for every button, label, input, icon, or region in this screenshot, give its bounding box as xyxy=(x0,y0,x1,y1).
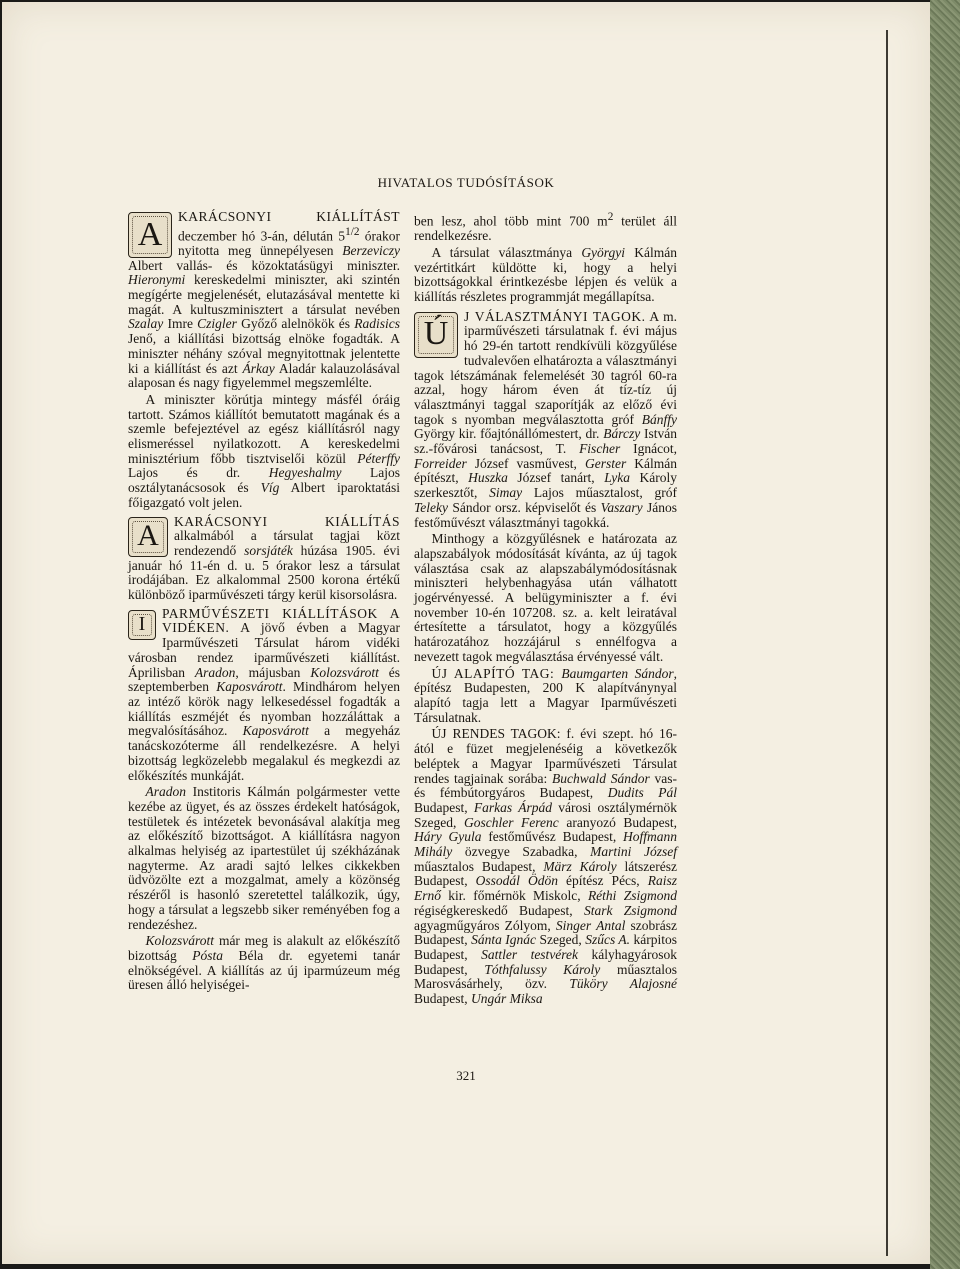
paragraph: A miniszter körútja mintegy másfél óráig tartott. Számos kiállítót bemutatott magának és a szemle befejeztével az egész kiállításról nagy elismeréssel nyilatkozott. A kereskedelmi minisztérium főbb tisztviselői közül Péterffy Lajos és dr. Hegyeshalmy Lajos osztálytanácsosok és Víg Albert iparoktatási főigazgató volt jelen. xyxy=(128,391,400,510)
left-column xyxy=(128,210,400,995)
section-title: PARMŰVÉSZETI KIÁLLÍTÁSOK A VIDÉKEN. xyxy=(162,605,400,636)
book-spine xyxy=(930,0,960,1269)
paragraph: Minthogy a közgyűlésnek e határozata az alapszabályok módosítását kívánta, az új tagok választása csak az alapszabálymódosításnak miniszteri helybenhagyása után válhatott jogérvényessé. A belügyminiszter a f. évi november 10-én 107208. sz. a. kelt leiratával értesítette a társulatot, hogy a közgyűlés határozatához hozzájárul s ennélfogva a nevezett tagok megválasztása érvényessé vált. xyxy=(414,531,677,664)
paragraph: A társulat választmánya Györgyi Kálmán vezértitkárt küldötte ki, hogy a helyi bizottságokkal érintkezésbe lépjen és velük a kiállítás részletes programmját megállapítsa. xyxy=(414,244,677,305)
page xyxy=(2,2,930,1264)
paragraph: ben lesz, ahol több mint 700 $m^2$ terület áll rendelkezésre. xyxy=(414,211,677,244)
paragraph: I PARMŰVÉSZETI KIÁLLÍTÁSOK A VIDÉKEN. A jövő évben a Magyar Iparművészeti Társulat három vidéki városban rendez iparművészeti kiállítást. Áprilisban Aradon, májusban Kolozsvárott és szeptemberben Kaposvárott. Mindhárom helyen az intéző körök nagy lelkesedéssel fogadták a kiállítás eszméjét és nyomban hozzáláttak a megvalósításához. Kaposvárott a megyeház tanácskozóterme áll rendelkezésre. A helyi bizottság legközelebb megalakul és megkezdi az előkészítés munkáját. xyxy=(128,605,400,783)
dropcap-initial: I xyxy=(128,610,156,640)
paragraph: Aradon Institoris Kálmán polgármester vette kezébe az ügyet, és az összes érdekelt hatóságok, testületek és intézetek bevonásával alakítja meg az előkészítő bizottságot. A kiállításra nagyon alkalmas helyiség az ipartestület új székházának nagyterme. Az aradi sajtó lelkes cikkekben üdvözölte ezt a mozgalmat, amely a közönség részéről is hasonló szeretettel találkozik, úgy, hogy a társulat a legszebb siker reményében fog a rendezéshez. xyxy=(128,784,400,932)
paragraph: ÚJ RENDES TAGOK: f. évi szept. hó 16-ától e füzet megjelenéséig a következők beléptek a Magyar Iparművészeti Társulat rendes tagjainak sorába: Buchwald Sándor vas- és fémbútorgyáros Budapest, Dudits Pál Budapest, Farkas Árpád városi osztálymérnök Szeged, Goschler Ferenc aranyozó Budapest, Háry Gyula festőművész Budapest, Hoffmann Mihály özvegye Szabadka, Martini József műasztalos Budapest, März Károly látszerész Budapest, Ossodál Ödön építész Pécs, Raisz Ernő kir. főmérnök Miskolc, Réthi Zsigmond régiségkereskedő Budapest, Stark Zsigmond agyagműgyáros Zólyom, Singer Antal szobrász Budapest, Sánta Ignác Szeged, Szűcs A. kárpitos Budapest, Sattler testvérek kályhagyárosok Budapest, Tóthfalussy Károly műasztalos Marosvásárhely, özv. Tüköry Alajosné Budapest, Ungár Miksa xyxy=(414,726,678,1007)
dropcap-initial: A xyxy=(128,517,168,557)
section-title: KARÁCSONYI KIÁLLÍTÁS xyxy=(174,513,400,529)
section-title: J VÁLASZTMÁNYI TAGOK. xyxy=(464,308,646,324)
paragraph: Ú J VÁLASZTMÁNYI TAGOK. A m. iparművészeti társulatnak f. évi május hó 29-én tartott rendkívüli közgyűlése tudvalevően elhatározta a választmányi tagok létszámának felemelését 30 tagról 60-ra azzal, hogy három éven át tíz-tíz új választmányi taggal szaporítják az előző évi tagok s nyomban megválasztotta gróf Bánffy György kir. főajtónállómestert, dr. Bárczy István sz.-fővárosi tanácsost, T. Fischer Ignácot, Forreider József vasművest, Gerster Kálmán építészt, Huszka József tanárt, Lyka Károly szerkesztőt, Simay Lajos műasztalost, gróf Teleky Sándor orsz. képviselőt és Vaszary János festőművészt választmányi tagokká. xyxy=(414,308,678,530)
page-number: 321 xyxy=(456,1068,476,1083)
right-column xyxy=(414,210,677,1009)
paragraph: Kolozsvárott már meg is alakult az előkészítő bizottság Pósta Béla dr. egyetemi tanár elnökségével. A kiállítás az új iparmúzeum még üresen álló helyiségei- xyxy=(128,933,400,993)
section-title: KARÁCSONYI KIÁLLÍTÁST xyxy=(178,209,400,224)
dropcap-initial: Ú xyxy=(414,312,458,358)
dropcap-initial: A xyxy=(128,212,172,258)
paragraph: A KARÁCSONYI KIÁLLÍTÁS alkalmából a társulat tagjai közt rendezendő sorsjáték húzása 1905. évi január hó 11-én d. u. 5 órakor lesz a társulat irodájában. Ez alkalommal 2500 korona értékű különböző iparművészeti tárgy kerül kisorsolásra. xyxy=(128,513,400,603)
paragraph: A KARÁCSONYI KIÁLLÍTÁST deczember hó 3-án, délután $5^{1/2}$ órakor nyitotta meg ünnepélyesen Berzeviczy Albert vallás- és közoktatásügyi miniszter. Hieronymi kereskedelmi miniszter, aki szintén megígérte megjelenését, elutazásával mentette ki magát. A kultuszminisztert a társulat nevében Szalay Imre Czigler Győző alelnökök és Radisics Jenő, a kiállítási bizottság elnöke fogadták. A miniszter néhány szóval megnyitottnak jelentette ki a kiállítást és azt Árkay Aladár kalauzolásával alaposan és nagy figyelemmel megszemlélte. xyxy=(128,209,400,391)
running-header: HIVATALOS TUDÓSÍTÁSOK xyxy=(377,175,555,190)
paragraph: ÚJ ALAPÍTÓ TAG: Baumgarten Sándor, építész Budapesten, 200 K alapítványnyal alapító tagja lett a Magyar Iparművészeti Társulatnak. xyxy=(414,665,677,725)
